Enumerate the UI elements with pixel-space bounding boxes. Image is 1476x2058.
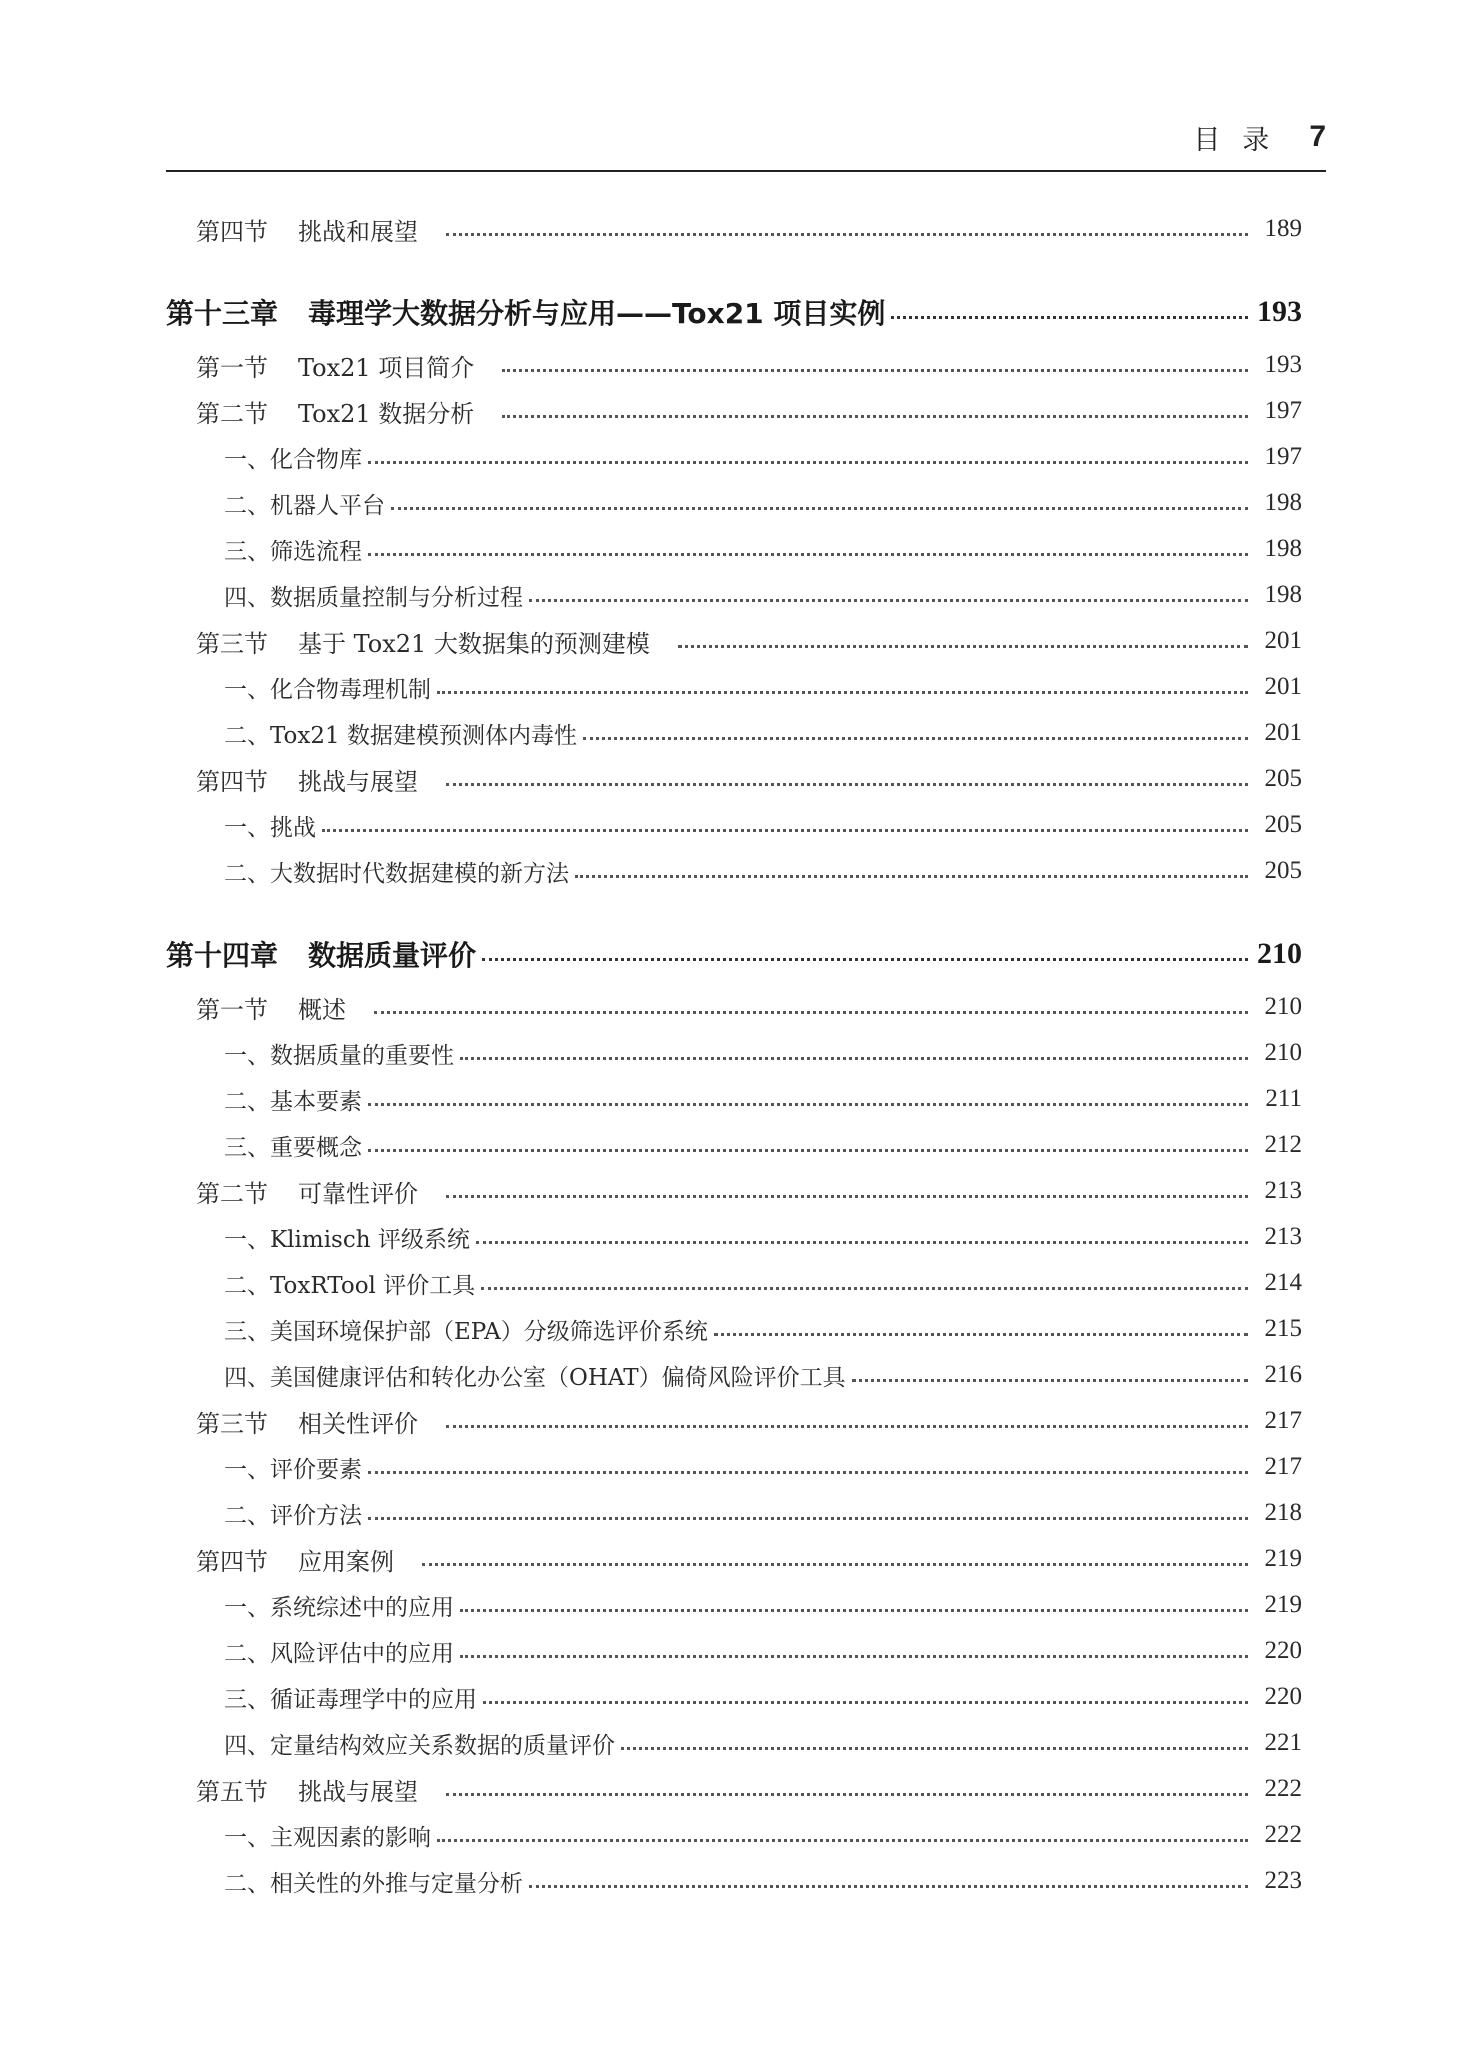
toc-entry-label (224, 1865, 523, 1898)
page-number: 201 (1264, 719, 1302, 746)
toc-chapter-13[interactable] (166, 282, 1302, 342)
item-title: 三、循证毒理学中的应用 (224, 1686, 477, 1713)
dot-leader (621, 1747, 1248, 1750)
toc-item[interactable] (166, 1122, 1302, 1168)
dot-leader (368, 1149, 1248, 1152)
toc-entry-label (224, 579, 523, 612)
toc-entry-label (196, 1772, 418, 1807)
toc-entry-label (224, 1681, 477, 1714)
toc-entry-label (196, 348, 474, 383)
section-number: 第一节 (196, 353, 268, 382)
section-title: 基于 Tox21 大数据集的预测建模 (298, 629, 650, 658)
dot-leader (481, 1287, 1248, 1290)
dot-leader (482, 958, 1248, 961)
header-page-number: 7 (1309, 120, 1326, 153)
dot-leader (422, 1563, 1248, 1566)
page-number: 222 (1264, 1775, 1302, 1802)
section-title: 应用案例 (298, 1547, 394, 1576)
dot-leader (575, 875, 1248, 878)
toc-item[interactable] (166, 572, 1302, 618)
chapter-13-entries (166, 342, 1302, 894)
toc-item[interactable] (166, 848, 1302, 894)
dot-leader (368, 461, 1248, 464)
chapter-number: 第十三章 (166, 297, 279, 330)
toc-entry-label (224, 1727, 615, 1760)
dot-leader (446, 1425, 1248, 1428)
toc-item[interactable] (166, 1352, 1302, 1398)
toc-item[interactable] (166, 1306, 1302, 1352)
toc-item[interactable] (166, 1720, 1302, 1766)
toc-section[interactable] (166, 342, 1302, 388)
toc-entry-label (224, 855, 569, 888)
section-number: 第二节 (196, 399, 268, 428)
header-rule (166, 170, 1326, 172)
section-number: 第一节 (196, 995, 268, 1024)
section-title: 概述 (298, 995, 346, 1024)
chapter-title: 数据质量评价 (308, 939, 477, 972)
section-number: 第五节 (196, 1777, 268, 1806)
chapter-number: 第十四章 (166, 939, 279, 972)
toc-section[interactable] (166, 388, 1302, 434)
dot-leader (446, 233, 1248, 236)
toc-section[interactable] (166, 206, 1302, 252)
dot-leader (460, 1655, 1248, 1658)
toc-entry-label (224, 1635, 454, 1668)
toc-entry-label (224, 533, 362, 566)
section-number: 第四节 (196, 217, 268, 246)
dot-leader (446, 1195, 1248, 1198)
dot-leader (368, 553, 1248, 556)
page-number: 193 (1264, 351, 1302, 378)
toc-entry-label (224, 1451, 362, 1484)
item-title: 二、风险评估中的应用 (224, 1640, 454, 1667)
item-title: 二、机器人平台 (224, 492, 385, 519)
toc-item[interactable] (166, 1674, 1302, 1720)
section-number: 第四节 (196, 767, 268, 796)
toc-item[interactable] (166, 710, 1302, 756)
toc-item[interactable] (166, 1076, 1302, 1122)
page-number: 193 (1257, 295, 1302, 328)
toc-item[interactable] (166, 1582, 1302, 1628)
dot-leader (374, 1011, 1248, 1014)
section-number: 第三节 (196, 1409, 268, 1438)
item-title: 一、数据质量的重要性 (224, 1042, 454, 1069)
dot-leader (852, 1379, 1248, 1382)
toc-item[interactable] (166, 1214, 1302, 1260)
page-number: 212 (1264, 1131, 1302, 1158)
dot-leader (460, 1057, 1248, 1060)
page-number: 205 (1264, 765, 1302, 792)
item-title: 一、挑战 (224, 814, 316, 841)
dot-leader (322, 829, 1248, 832)
toc-item[interactable] (166, 1490, 1302, 1536)
page-number: 217 (1264, 1453, 1302, 1480)
toc-entry-label (224, 1037, 454, 1070)
item-title: 一、评价要素 (224, 1456, 362, 1483)
page-number: 215 (1264, 1315, 1302, 1342)
item-title: 二、ToxRTool 评价工具 (224, 1272, 476, 1299)
page-number: 222 (1264, 1821, 1302, 1848)
item-title: 一、化合物毒理机制 (224, 676, 431, 703)
toc-section[interactable] (166, 984, 1302, 1030)
page-number: 221 (1264, 1729, 1302, 1756)
section-title: Tox21 数据分析 (298, 399, 475, 428)
toc-entry-label (196, 1404, 418, 1439)
dot-leader (529, 1885, 1248, 1888)
toc-chapter-14[interactable] (166, 924, 1302, 984)
item-title: 二、评价方法 (224, 1502, 362, 1529)
item-title: 一、化合物库 (224, 446, 362, 473)
item-title: 一、主观因素的影响 (224, 1824, 431, 1851)
toc-section[interactable] (166, 1168, 1302, 1214)
page-number: 211 (1265, 1085, 1302, 1112)
item-title: 四、定量结构效应关系数据的质量评价 (224, 1732, 615, 1759)
toc-item[interactable] (166, 1260, 1302, 1306)
toc-entry-label (196, 1542, 394, 1577)
page-number: 198 (1264, 489, 1302, 516)
page-number: 220 (1264, 1683, 1302, 1710)
toc-entry-label (224, 1359, 846, 1392)
toc-section[interactable] (166, 1536, 1302, 1582)
toc-item[interactable] (166, 1030, 1302, 1076)
dot-leader (368, 1471, 1248, 1474)
toc-section[interactable] (166, 618, 1302, 664)
toc-entry-label (224, 809, 316, 842)
item-title: 二、Tox21 数据建模预测体内毒性 (224, 722, 577, 749)
page-number: 198 (1264, 581, 1302, 608)
toc-entry-label (224, 671, 431, 704)
item-title: 二、基本要素 (224, 1088, 362, 1115)
section-number: 第二节 (196, 1179, 268, 1208)
toc-entry-label (224, 1589, 454, 1622)
dot-leader (529, 599, 1248, 602)
page-number: 217 (1264, 1407, 1302, 1434)
toc-entry-label (196, 990, 346, 1025)
page-number: 197 (1264, 397, 1302, 424)
dot-leader (446, 783, 1248, 786)
toc-entry-label (224, 487, 385, 520)
dot-leader (368, 1103, 1248, 1106)
dot-leader (460, 1609, 1248, 1612)
page-number: 223 (1264, 1867, 1302, 1894)
item-title: 三、重要概念 (224, 1134, 362, 1161)
section-title: 可靠性评价 (298, 1179, 418, 1208)
toc-item[interactable] (166, 1858, 1302, 1904)
toc-entry-label (224, 1221, 470, 1254)
section-title: 挑战与展望 (298, 767, 418, 796)
toc-entry-label (196, 212, 418, 247)
page-number: 197 (1264, 443, 1302, 470)
toc-item[interactable] (166, 1628, 1302, 1674)
page-number: 220 (1264, 1637, 1302, 1664)
dot-leader (446, 1793, 1248, 1796)
toc-entry-label (196, 762, 418, 797)
toc-entry-label (224, 1497, 362, 1530)
toc-entry-label (196, 394, 474, 429)
chapter-title: 毒理学大数据分析与应用——Tox21 项目实例 (308, 297, 886, 330)
toc-entry-label (224, 1083, 362, 1116)
dot-leader (678, 645, 1248, 648)
dot-leader (483, 1701, 1248, 1704)
toc-entry-label (224, 1129, 362, 1162)
item-title: 一、系统综述中的应用 (224, 1594, 454, 1621)
page-number: 205 (1264, 811, 1302, 838)
page-number: 214 (1264, 1269, 1302, 1296)
page-number: 189 (1264, 215, 1302, 242)
toc-entry-label (224, 1313, 708, 1346)
header-title: 目录 (1193, 124, 1292, 156)
dot-leader (502, 415, 1248, 418)
page-number: 218 (1264, 1499, 1302, 1526)
item-title: 一、Klimisch 评级系统 (224, 1226, 470, 1253)
dot-leader (891, 316, 1248, 319)
page-number: 213 (1264, 1177, 1302, 1204)
toc-item[interactable] (166, 480, 1302, 526)
page-number: 213 (1264, 1223, 1302, 1250)
table-of-contents (166, 200, 1302, 1904)
running-header (1193, 117, 1326, 157)
dot-leader (391, 507, 1248, 510)
item-title: 四、数据质量控制与分析过程 (224, 584, 523, 611)
toc-item[interactable] (166, 802, 1302, 848)
page-number: 210 (1264, 1039, 1302, 1066)
item-title: 三、筛选流程 (224, 538, 362, 565)
page-number: 219 (1264, 1591, 1302, 1618)
toc-entry-label (166, 292, 885, 332)
section-number: 第四节 (196, 1547, 268, 1576)
item-title: 四、美国健康评估和转化办公室（OHAT）偏倚风险评价工具 (224, 1364, 846, 1391)
toc-entry-label (224, 441, 362, 474)
section-title: Tox21 项目简介 (298, 353, 475, 382)
page-number: 210 (1264, 993, 1302, 1020)
toc-entry-label (196, 624, 650, 659)
page-number: 205 (1264, 857, 1302, 884)
toc-entry-label (196, 1174, 418, 1209)
dot-leader (437, 1839, 1248, 1842)
page-number: 198 (1264, 535, 1302, 562)
toc-section[interactable] (166, 1398, 1302, 1444)
toc-item[interactable] (166, 1812, 1302, 1858)
dot-leader (476, 1241, 1248, 1244)
toc-item[interactable] (166, 434, 1302, 480)
section-number: 第三节 (196, 629, 268, 658)
toc-section[interactable] (166, 1766, 1302, 1812)
page-number: 201 (1264, 627, 1302, 654)
dot-leader (368, 1517, 1248, 1520)
toc-item[interactable] (166, 664, 1302, 710)
toc-section[interactable] (166, 756, 1302, 802)
section-title: 相关性评价 (298, 1409, 418, 1438)
dot-leader (714, 1333, 1248, 1336)
page-number: 219 (1264, 1545, 1302, 1572)
item-title: 三、美国环境保护部（EPA）分级筛选评价系统 (224, 1318, 708, 1345)
item-title: 二、相关性的外推与定量分析 (224, 1870, 523, 1897)
toc-entry-label (224, 1819, 431, 1852)
chapter-14-entries (166, 984, 1302, 1904)
dot-leader (583, 737, 1248, 740)
toc-entry-label (224, 1267, 475, 1300)
page-number: 210 (1257, 937, 1302, 970)
dot-leader (502, 369, 1248, 372)
item-title: 二、大数据时代数据建模的新方法 (224, 860, 569, 887)
toc-item[interactable] (166, 1444, 1302, 1490)
toc-entry-label (166, 934, 476, 974)
dot-leader (437, 691, 1248, 694)
toc-entry-label (224, 717, 577, 750)
page-number: 201 (1264, 673, 1302, 700)
toc-item[interactable] (166, 526, 1302, 572)
page-number: 216 (1264, 1361, 1302, 1388)
section-title: 挑战与展望 (298, 1777, 418, 1806)
section-title: 挑战和展望 (298, 217, 418, 246)
